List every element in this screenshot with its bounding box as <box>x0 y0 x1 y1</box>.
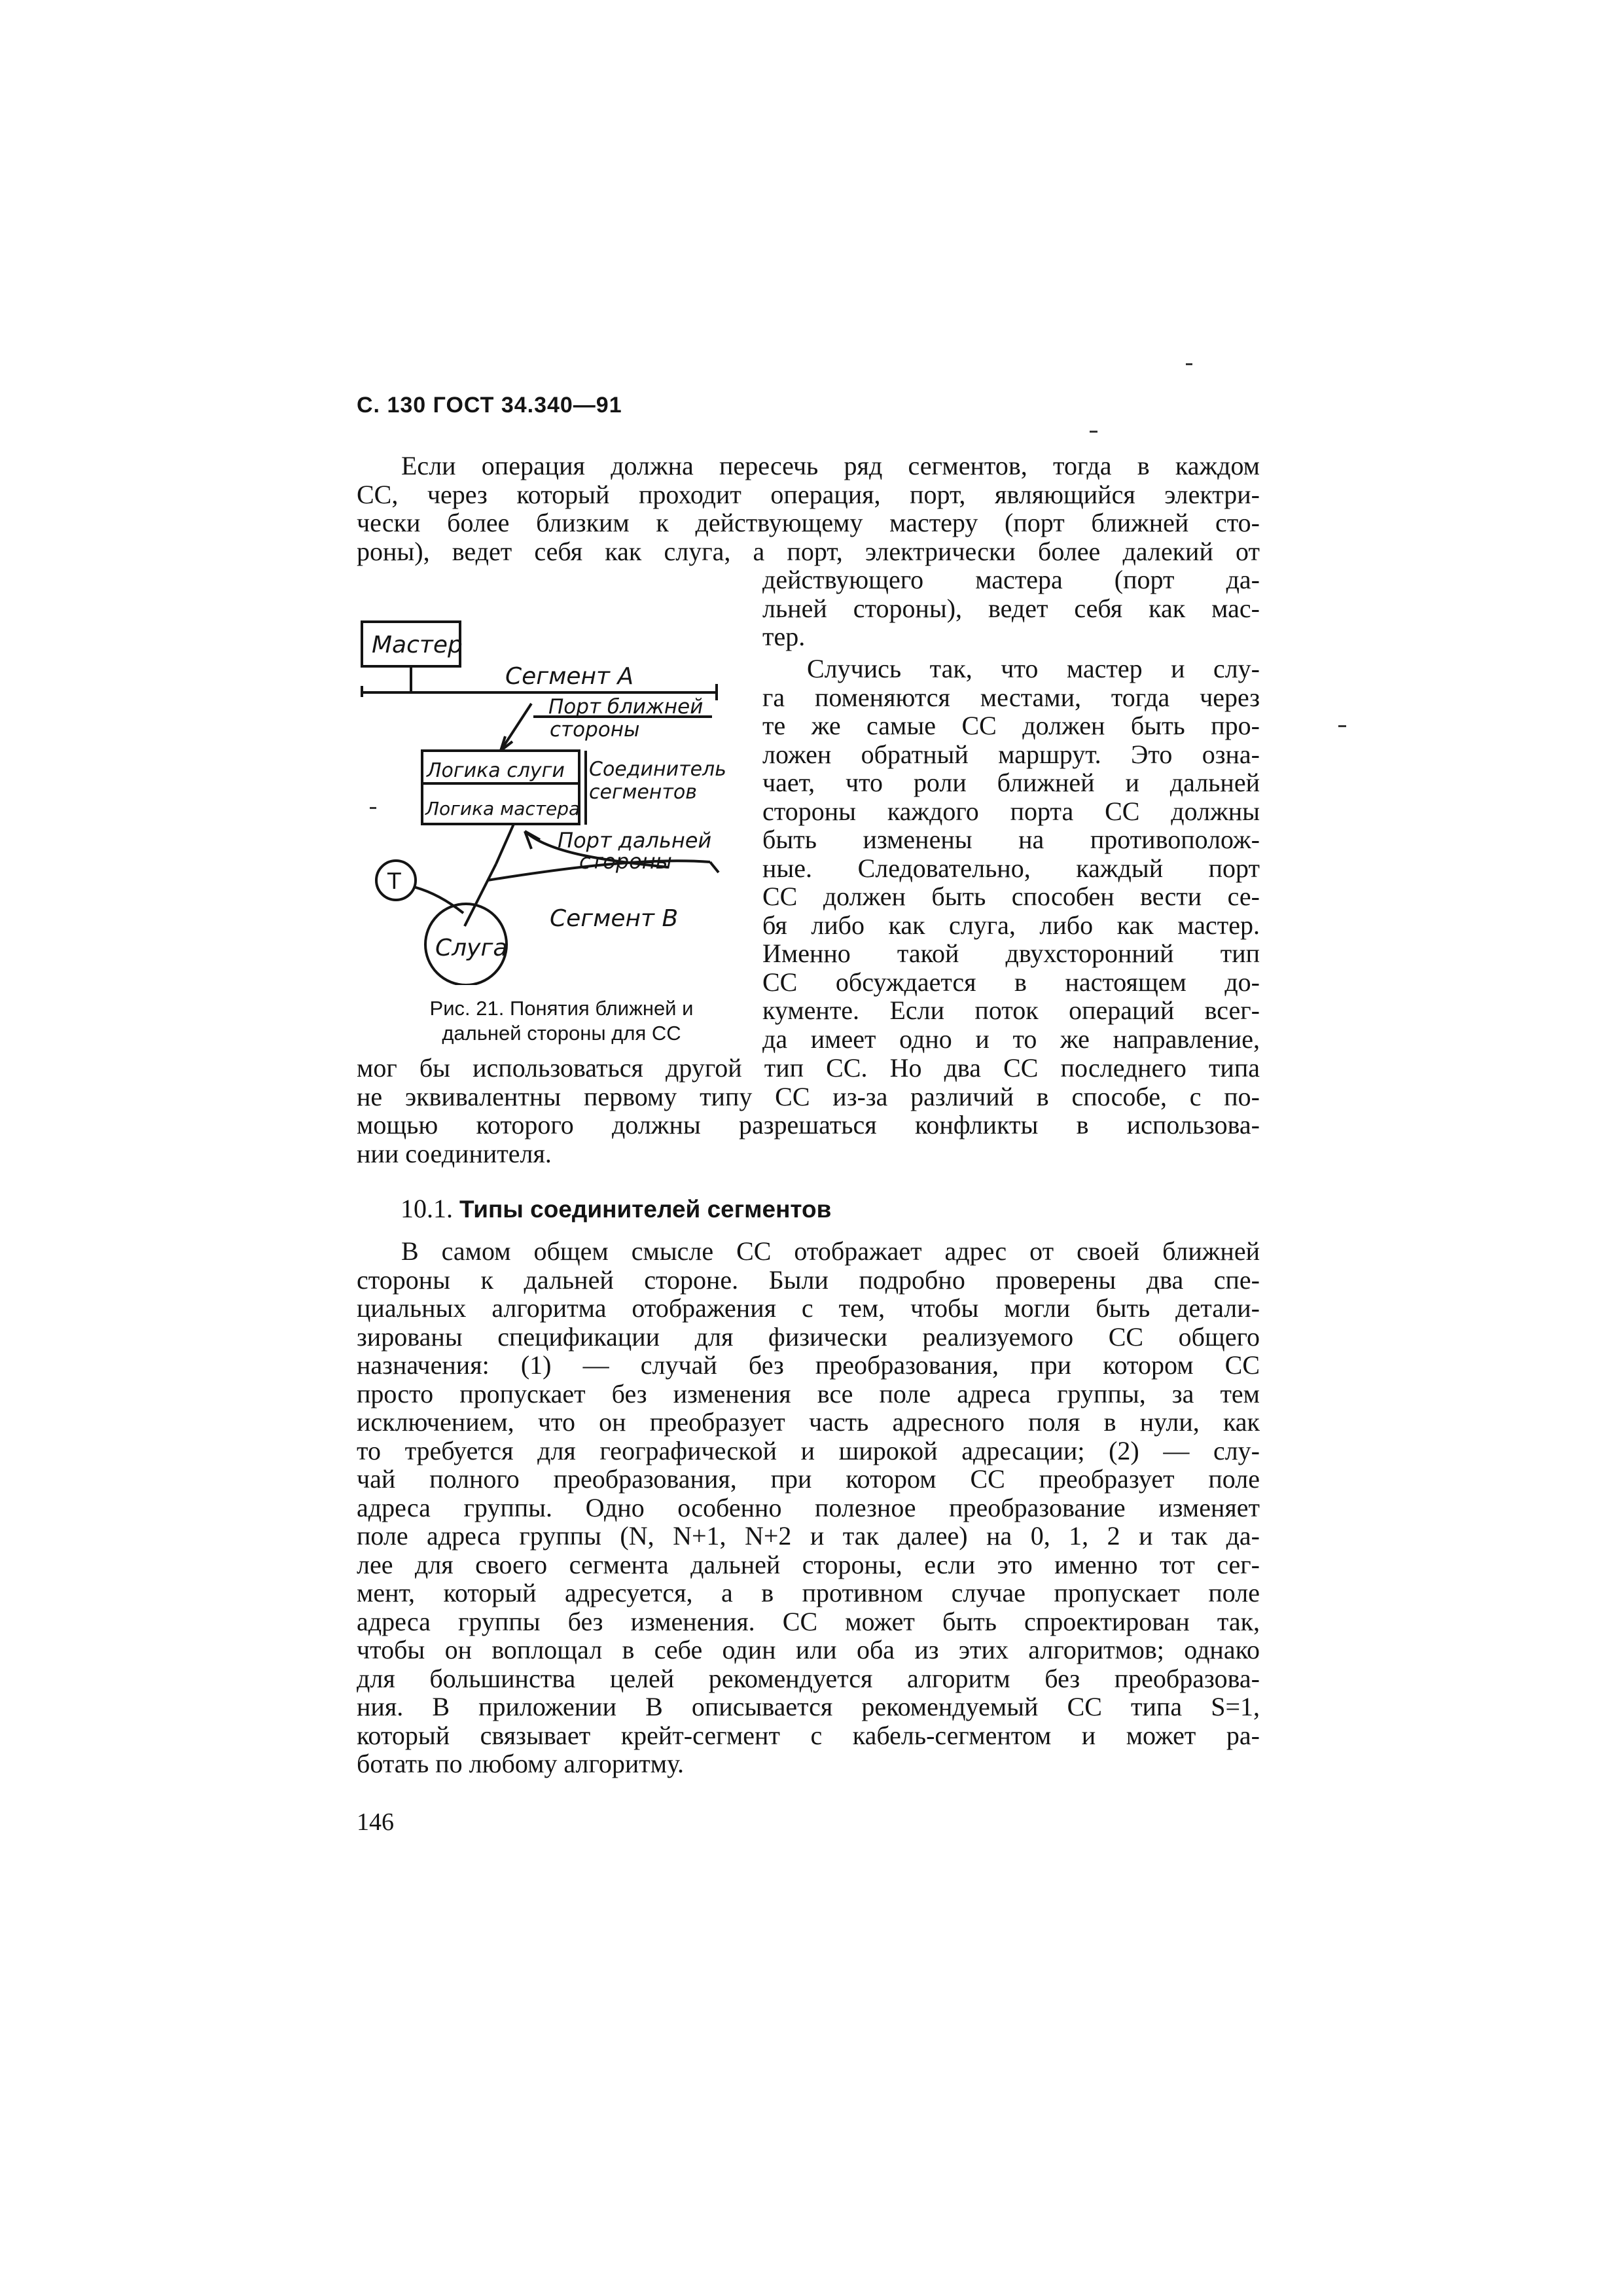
text-line: роны), ведет себя как слуга, а порт, электрически более далекий от <box>357 536 1260 566</box>
caption-line: Рис. 21. Понятия ближней и <box>429 997 694 1020</box>
connector-label: Соединитель <box>589 758 726 781</box>
text-line: быть изменены на противополож- <box>762 825 1260 854</box>
text-line: мог бы использоваться другой тип СС. Но два СС последнего типа <box>357 1053 1260 1083</box>
page-header: С. 130 ГОСТ 34.340—91 <box>357 393 622 418</box>
near-port-label-2: стороны <box>550 718 640 742</box>
text-line: мощью которого должны разрешаться конфликты в использова- <box>357 1110 1260 1139</box>
text-line: ные. Следовательно, каждый порт <box>762 853 1260 883</box>
text-line: который связывает крейт-сегмент с кабель-сегментом и может ра- <box>357 1720 1260 1750</box>
scan-mark <box>1338 725 1346 727</box>
far-port-label-2: стороны <box>579 849 672 874</box>
text-line: чески более близким к действующему мастеру (порт ближней сто- <box>357 508 1260 537</box>
text-line: чает, что роли ближней и дальней <box>762 768 1260 797</box>
text-line: адреса группы без изменения. СС может быть спроектирован так, <box>357 1606 1260 1636</box>
section-heading <box>401 1193 831 1224</box>
text-line: Именно такой двухсторонний тип <box>762 939 1260 968</box>
section-title: Типы соединителей сегментов <box>459 1196 832 1223</box>
segment-b-line <box>496 824 514 864</box>
text-line: нии соединителя. <box>357 1138 552 1168</box>
text-line: мент, который адресуется, а в противном случае пропускает поле <box>357 1578 1260 1607</box>
text-line: СС должен быть способен вести се- <box>762 882 1260 911</box>
scan-mark <box>1090 431 1097 433</box>
segment-b-label: Сегмент В <box>550 905 679 932</box>
text-line: стороны к дальней стороне. Были подробно проверены два спе- <box>357 1265 1260 1295</box>
text-line: то требуется для географической и широкой адресации; (2) — слу- <box>357 1435 1260 1465</box>
slave-label: Слуга <box>435 935 508 961</box>
paragraph-3 <box>357 1237 1260 1778</box>
far-port-label: Порт дальней <box>558 828 712 853</box>
scan-mark <box>1186 363 1192 365</box>
slave-logic-label: Логика слуги <box>427 759 565 782</box>
diagram-svg <box>353 605 753 985</box>
text-line: действующего мастера (порт да- <box>762 565 1260 594</box>
text-line: назначения: (1) — случай без преобразования, при котором СС <box>357 1350 1260 1380</box>
figure-caption <box>378 996 745 1046</box>
text-line: ботать по любому алгоритму. <box>357 1749 685 1778</box>
text-line: циальных алгоритма отображения с тем, чтобы могли быть детали- <box>357 1293 1260 1323</box>
text-line: В самом общем смысле СС отображает адрес от своей ближней <box>401 1236 1260 1266</box>
figure-21-diagram <box>353 605 753 985</box>
text-line: стороны каждого порта СС должны <box>762 796 1260 826</box>
paragraph-1 <box>357 452 1260 565</box>
caption-line: дальней стороны для СС <box>442 1022 681 1045</box>
terminator-label: Т <box>387 869 401 895</box>
text-line: исключением, что он преобразует часть адресного поля в нули, как <box>357 1407 1260 1437</box>
text-line: бя либо как слуга, либо как мастер. <box>762 910 1260 940</box>
text-line: кументе. Если поток операций всег- <box>762 996 1260 1025</box>
text-line: ложен обратный маршрут. Это озна- <box>762 739 1260 769</box>
text-line: Если операция должна пересечь ряд сегментов, тогда в каждом <box>401 451 1260 480</box>
text-line: СС, через который проходит операция, порт, являющийся электри- <box>357 479 1260 509</box>
text-line: СС обсуждается в настоящем до- <box>762 967 1260 997</box>
text-line: да имеет одно и то же направление, <box>762 1024 1260 1054</box>
text-line: поле адреса группы (N, N+1, N+2 и так далее) на 0, 1, 2 и так да- <box>357 1521 1260 1551</box>
near-port-arrow <box>501 704 531 751</box>
page-number: 146 <box>357 1808 394 1836</box>
connector-label-2: сегментов <box>589 781 697 804</box>
text-line: просто пропускает без изменения все поле адреса группы, за тем <box>357 1378 1260 1408</box>
paragraph-2 <box>762 655 1260 1053</box>
paragraph-1-continued <box>762 565 1260 651</box>
text-line: чтобы он воплощал в себе один или оба из этих алгоритмов; однако <box>357 1635 1260 1664</box>
near-port-label: Порт ближней <box>548 695 704 719</box>
text-line: не эквивалентны первому типу СС из-за различий в способе, с по- <box>357 1081 1260 1111</box>
master-logic-label: Логика мастера <box>425 798 580 819</box>
text-line: ния. В приложении В описывается рекомендуемый СС типа S=1, <box>357 1692 1260 1721</box>
text-line: тер. <box>762 622 806 651</box>
text-line: для большинства целей рекомендуется алгоритм без преобразова- <box>357 1663 1260 1693</box>
text-line: адреса группы. Одно особенно полезное преобразование изменяет <box>357 1492 1260 1522</box>
text-line: лее для своего сегмента дальней стороны, если это именно тот сег- <box>357 1549 1260 1579</box>
text-line: те же самые СС должен быть про- <box>762 711 1260 740</box>
master-label: Мастер <box>372 632 463 658</box>
text-line: га поменяются местами, тогда через <box>762 682 1260 712</box>
text-line: льней стороны), ведет себя как мас- <box>762 593 1260 623</box>
section-number: 10.1. <box>401 1194 453 1223</box>
text-line: чай полного преобразования, при котором СС преобразует поле <box>357 1464 1260 1494</box>
text-line: зированы спецификации для физически реализуемого СС общего <box>357 1321 1260 1352</box>
segment-a-label: Сегмент А <box>505 663 634 690</box>
text-line: Случись так, что мастер и слу- <box>807 654 1260 683</box>
paragraph-2-continued <box>357 1054 1260 1168</box>
